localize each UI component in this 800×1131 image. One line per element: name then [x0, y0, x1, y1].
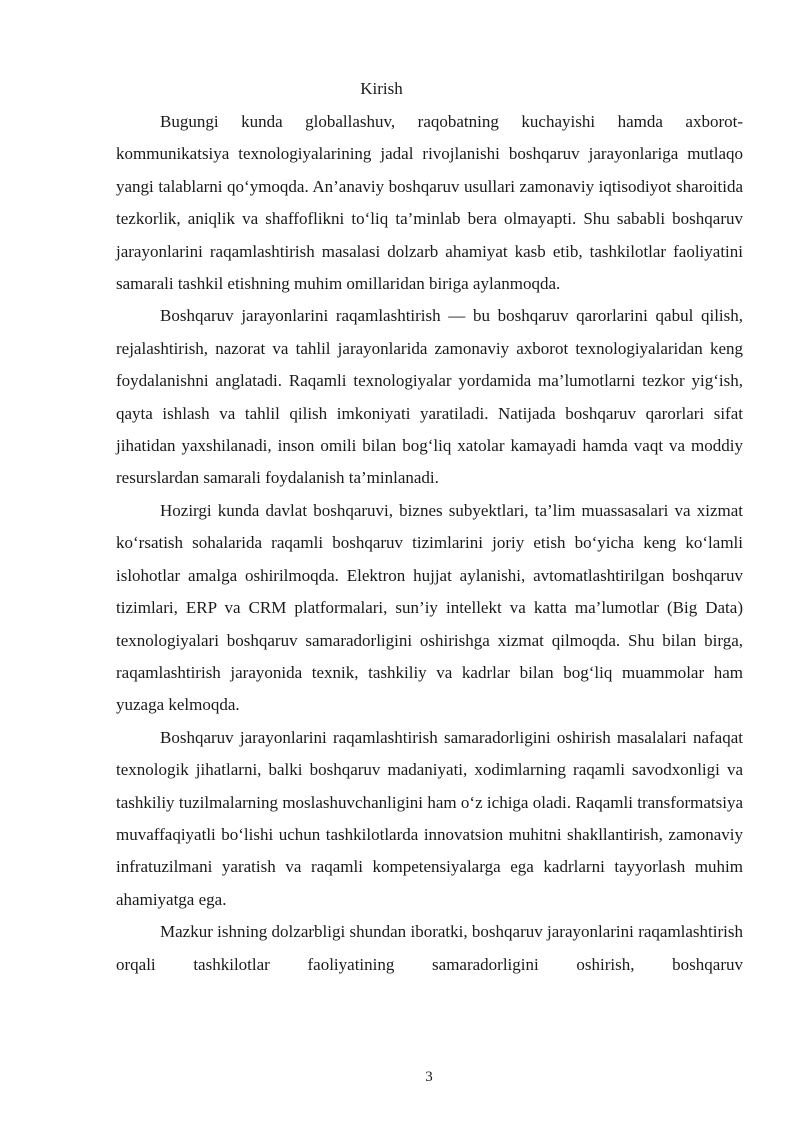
paragraph-5: Mazkur ishning dolzarbligi shundan iboratki, boshqaruv jarayonlarini raqamlashtirish orqali tashkilotlar faoliyatining samaradorligini oshirish, boshqaruv: [116, 922, 743, 974]
body-text: [116, 106, 743, 981]
paragraph-4: Boshqaruv jarayonlarini raqamlashtirish samaradorligini oshirish masalalari nafaqat texnologik jihatlarni, balki boshqaruv madaniyati, xodimlarning raqamli savodxonligi va tashkiliy tuzilmalarning moslashuvchanligini ham o‘z ichiga oladi. Raqamli transformatsiya muvaffaqiyatli bo‘lishi uchun tashkilotlarda innovatsion muhitni shakllantirish, zamonaviy infratuzilmani yaratish va raqamli kompetensiyalarga ega kadrlarni tayyorlash muhim ahamiyatga ega.: [116, 727, 743, 909]
section-heading: Kirish: [360, 79, 403, 98]
paragraph-1: Bugungi kunda globallashuv, raqobatning kuchayishi hamda axborot-kommunikatsiya texnologiyalarining jadal rivojlanishi boshqaruv jarayonlariga mutlaqo yangi talablarni qo‘ymoqda. An’anaviy boshqaruv usullari zamonaviy iqtisodiyot sharoitida tezkorlik, aniqlik va shaffoflikni to‘liq ta’minlab bera olmayapti. Shu sababli boshqaruv jarayonlarini raqamlashtirish masalasi dolzarb ahamiyat kasb etib, tashkilotlar faoliyatini samarali tashkil etishning muhim omillaridan biriga aylanmoqda.: [116, 112, 743, 294]
paragraph-3: Hozirgi kunda davlat boshqaruvi, biznes subyektlari, ta’lim muassasalari va xizmat ko‘rsatish sohalarida raqamli boshqaruv tizimlarini joriy etish bo‘yicha keng ko‘lamli islohotlar amalga oshirilmoqda. Elektron hujjat aylanishi, avtomatlashtirilgan boshqaruv tizimlari, ERP va CRM platformalari, sun’iy intellekt va katta ma’lumotlar (Big Data) texnologiyalari boshqaruv samaradorligini oshirishga xizmat qilmoqda. Shu bilan birga, raqamlashtirish jarayonida texnik, tashkiliy va kadrlar bilan bog‘liq muammolar ham yuzaga kelmoqda.: [116, 500, 743, 715]
paragraph-2: Boshqaruv jarayonlarini raqamlashtirish — bu boshqaruv qarorlarini qabul qilish, rejalashtirish, nazorat va tahlil jarayonlarida zamonaviy axborot texnologiyalaridan keng foydalanishni anglatadi. Raqamli texnologiyalar yordamida ma’lumotlarni tezkor yig‘ish, qayta ishlash va tahlil qilish imkoniyati yaratiladi. Natijada boshqaruv qarorlari sifat jihatidan yaxshilanadi, inson omili bilan bog‘liq xatolar kamayadi hamda vaqt va moddiy resurslardan samarali foydalanish ta’minlanadi.: [116, 306, 743, 488]
page-number: 3: [425, 1069, 433, 1085]
